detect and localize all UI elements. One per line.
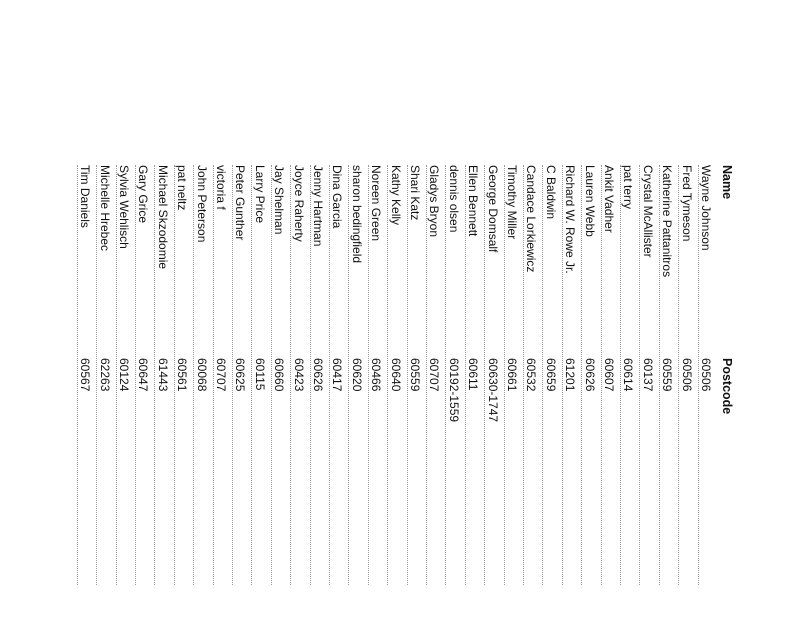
row-postcode: 60115 — [252, 358, 267, 391]
row-name: Jenny Hartman — [311, 165, 325, 247]
list-item — [269, 165, 288, 585]
list-item — [579, 165, 598, 585]
header-row — [717, 165, 736, 585]
list-item — [618, 165, 637, 585]
row-name: Gladys Bryon — [427, 165, 442, 238]
row-name: Lauren Webb — [582, 165, 597, 237]
row-name: Shari Katz — [408, 165, 422, 221]
row-postcode: 60417 — [330, 358, 345, 392]
row-postcode: 60626 — [311, 358, 325, 392]
row-postcode: 60506 — [679, 358, 694, 392]
list-item — [540, 165, 559, 585]
list-item — [502, 165, 521, 585]
list-item — [133, 165, 152, 585]
row-postcode: 60466 — [369, 358, 384, 392]
row-name: John Peterson — [194, 165, 209, 243]
row-postcode: 60607 — [602, 358, 616, 392]
row-postcode: 60647 — [136, 358, 151, 392]
row-name: Dina Garcia — [330, 165, 345, 229]
row-postcode: 60620 — [349, 358, 364, 392]
row-postcode: 60124 — [117, 358, 131, 392]
list-item — [657, 165, 676, 585]
row-name: Crystal McAllister — [640, 165, 655, 258]
row-postcode: 60192-1559 — [446, 358, 461, 423]
header-postcode: Postcode — [720, 358, 734, 415]
row-name: Ankit Vadher — [602, 165, 616, 233]
row-name: dennis olsen — [446, 165, 461, 233]
list-item — [676, 165, 695, 585]
row-postcode: 60561 — [175, 358, 190, 392]
row-name: C Baldwin — [543, 165, 558, 220]
row-postcode: 61443 — [155, 358, 170, 392]
list-item — [482, 165, 501, 585]
row-name: Katherine Pattanitros — [660, 165, 675, 278]
row-name: Ellen Bennett — [466, 165, 481, 237]
row-name: Timothy Miller — [505, 165, 519, 240]
list-item — [191, 165, 210, 585]
list-item — [521, 165, 540, 585]
list-item — [211, 165, 230, 585]
name-postcode-list — [56, 165, 736, 585]
list-item — [94, 165, 113, 585]
row-name: Candace Lorkiewicz — [524, 165, 539, 273]
row-name: George Domsalf — [485, 165, 500, 253]
list-item — [463, 165, 482, 585]
row-postcode: 60707 — [427, 358, 442, 392]
list-item — [696, 165, 715, 585]
header-name: Name — [720, 165, 734, 200]
list-item — [114, 165, 133, 585]
row-postcode: 60559 — [660, 358, 675, 392]
row-postcode: 60707 — [214, 358, 228, 392]
row-postcode: 60532 — [524, 358, 539, 392]
row-name: pat terry — [621, 165, 636, 210]
row-name: Jay Shelman — [272, 165, 287, 235]
row-name: Michelle Hrebec — [97, 165, 112, 252]
row-name: Richard W. Rowe Jr. — [563, 165, 578, 274]
list-item — [443, 165, 462, 585]
row-name: Fred Tymeson — [679, 165, 694, 242]
row-postcode: 60559 — [408, 358, 422, 392]
row-name: Wayne Johnson — [699, 165, 713, 251]
row-name: Noreen Green — [369, 165, 384, 242]
list-item — [75, 165, 94, 585]
row-name: Sylvia Wehlisch — [117, 165, 131, 249]
list-item — [424, 165, 443, 585]
row-postcode: 60625 — [233, 358, 248, 392]
list-item — [405, 165, 424, 585]
list-item — [288, 165, 307, 585]
row-name: Gary Grice — [136, 165, 151, 224]
row-postcode: 62263 — [97, 358, 112, 392]
list-item — [327, 165, 346, 585]
list-item — [560, 165, 579, 585]
row-name: pat neltz — [175, 165, 190, 211]
list-item — [346, 165, 365, 585]
list-item — [366, 165, 385, 585]
row-name: Peter Gunther — [233, 165, 248, 241]
list-item — [308, 165, 327, 585]
row-postcode: 60661 — [505, 358, 519, 392]
row-postcode: 60614 — [621, 358, 636, 392]
row-postcode: 60423 — [291, 358, 306, 392]
row-postcode: 60068 — [194, 358, 209, 392]
list-item — [599, 165, 618, 585]
row-postcode: 61201 — [563, 358, 578, 392]
row-name: sharon bedingfield — [349, 165, 364, 264]
list-item — [152, 165, 171, 585]
row-name: Larry Price — [252, 165, 267, 224]
list-item — [637, 165, 656, 585]
row-postcode: 60567 — [78, 358, 93, 392]
list-item — [172, 165, 191, 585]
row-name: Michael Skzodomie — [155, 165, 170, 270]
row-postcode: 60137 — [640, 358, 655, 392]
row-name: Tim Daniels — [78, 165, 93, 228]
row-postcode: 60506 — [699, 358, 713, 392]
row-postcode: 60659 — [543, 358, 558, 392]
row-postcode: 60660 — [272, 358, 287, 392]
list-item — [249, 165, 268, 585]
row-name: Kathy Kelly — [388, 165, 403, 226]
row-name: victoria f — [214, 165, 228, 210]
list-item — [385, 165, 404, 585]
row-postcode: 60611 — [466, 358, 481, 391]
row-postcode: 60630-1747 — [485, 358, 500, 423]
row-postcode: 60626 — [582, 358, 597, 392]
row-postcode: 60640 — [388, 358, 403, 392]
row-name: Joyce Raherty — [291, 165, 306, 242]
list-item — [230, 165, 249, 585]
